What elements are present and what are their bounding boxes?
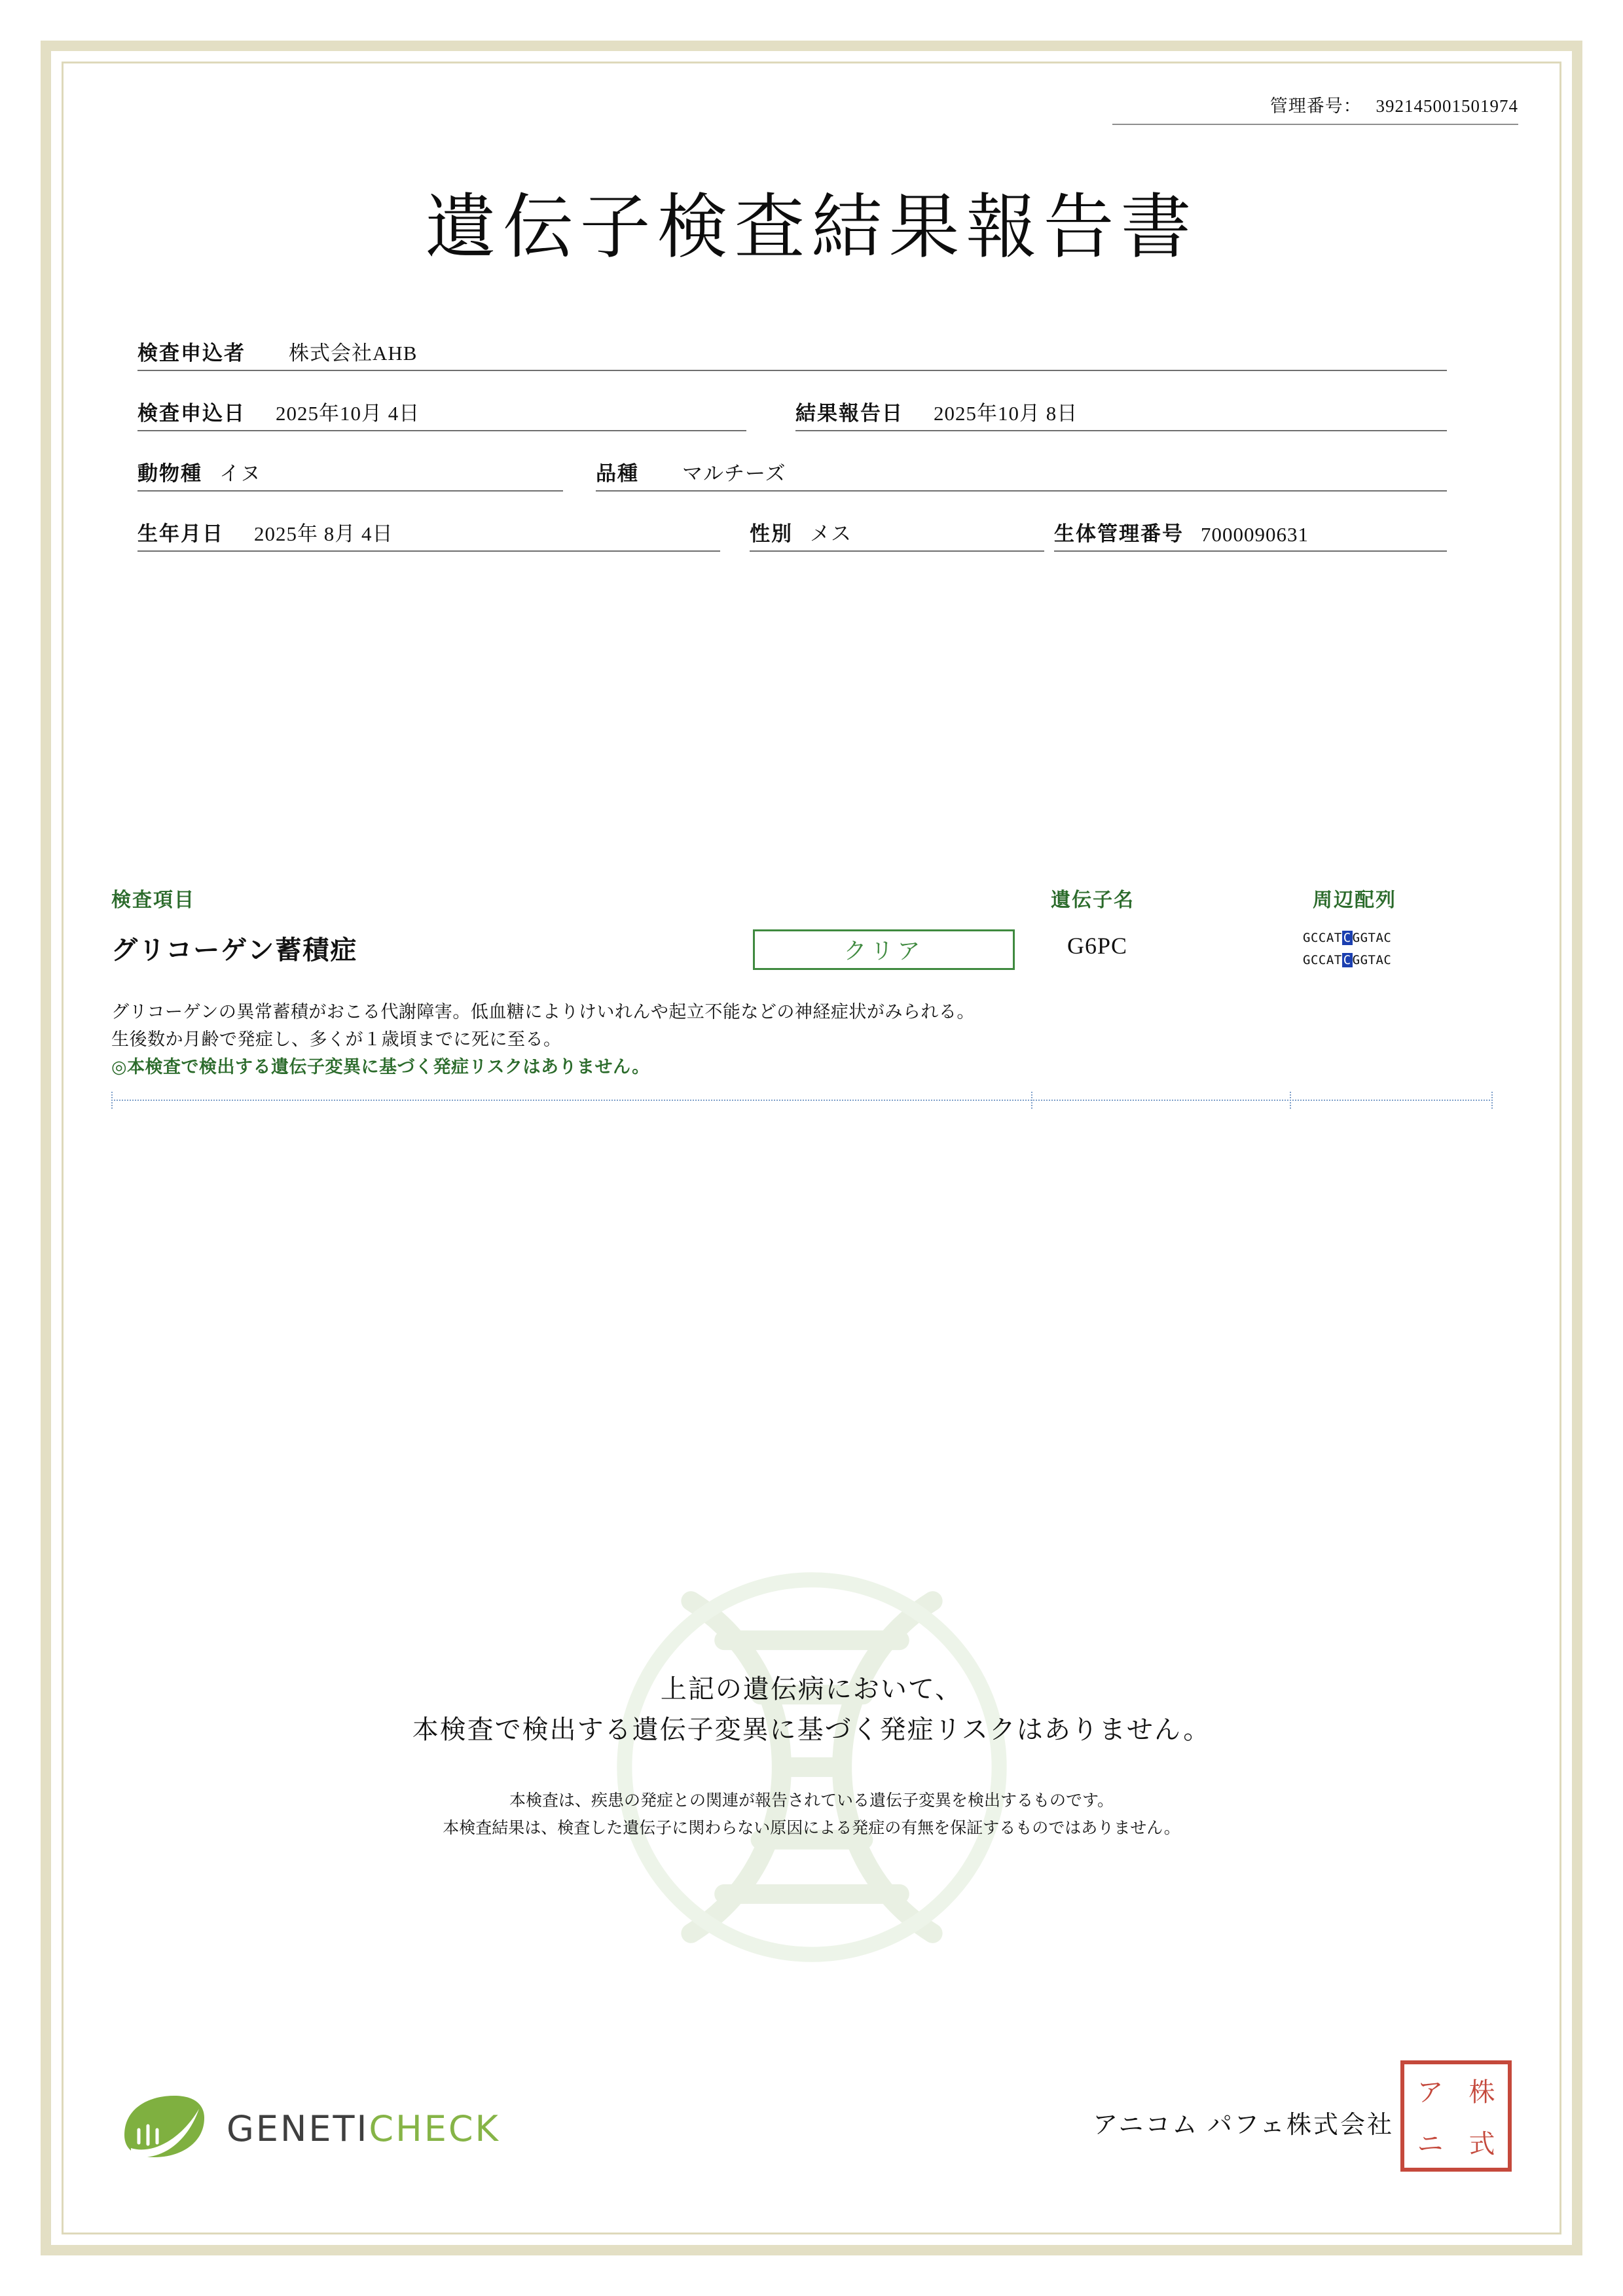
control-number	[1112, 92, 1518, 125]
conclusion-line-2: 本検査で検出する遺伝子変異に基づく発症リスクはありません。	[412, 1715, 1211, 1745]
field-report-date-label: 結果報告日	[795, 402, 903, 425]
field-breed	[596, 446, 1447, 492]
seal-char-3: ニ	[1417, 2129, 1444, 2159]
field-apply-date-value: 2025年10月 4日	[276, 402, 420, 425]
field-animal-id-value: 7000090631	[1201, 523, 1309, 546]
row-divider-tick-2	[1031, 1092, 1032, 1109]
description-line-2: 生後数か月齢で発症し、多くが１歳頃までに死に至る。	[111, 1030, 562, 1049]
sequence-right-1: GGTAC	[1352, 931, 1392, 945]
status-badge: クリア	[753, 929, 1015, 970]
disease-name: グリコーゲン蓄積症	[111, 935, 358, 965]
flanking-sequence	[1303, 927, 1499, 971]
column-header-gene: 遺伝子名	[1051, 889, 1135, 911]
meta-row-applicant	[137, 311, 1486, 371]
company-seal	[1400, 2060, 1512, 2172]
field-species	[137, 446, 563, 492]
disease-description	[111, 998, 1421, 1081]
sequence-line-2	[1303, 949, 1499, 971]
dna-watermark-icon	[576, 1571, 1048, 1964]
fineprint-line-2: 本検査結果は、検査した遺伝子に関わらない原因による発症の有無を保証するものではありません。	[443, 1818, 1180, 1837]
field-breed-label: 品種	[596, 462, 639, 485]
brand-wordmark	[227, 2108, 500, 2149]
field-species-value: イヌ	[219, 462, 261, 485]
field-sex	[750, 506, 1044, 552]
description-line-1: グリコーゲンの異常蓄積がおこる代謝障害。低血糖によりけいれんや起立不能などの神経症状がみられる。	[111, 1002, 975, 1022]
row-divider-tick-3	[1290, 1092, 1291, 1109]
field-report-date	[795, 386, 1447, 431]
field-applicant	[137, 325, 1447, 371]
meta-row-birth	[137, 492, 1486, 552]
row-divider-tick-4	[1491, 1092, 1493, 1109]
sequence-right-2: GGTAC	[1352, 953, 1392, 967]
description-note: ◎本検査で検出する遺伝子変異に基づく発症リスクはありません。	[111, 1057, 650, 1077]
brand-logo	[118, 2092, 500, 2165]
row-divider	[111, 1100, 1493, 1101]
field-report-date-value: 2025年10月 8日	[934, 402, 1078, 425]
field-applicant-value: 株式会社AHB	[289, 342, 418, 365]
meta-block	[137, 311, 1486, 552]
gene-name: G6PC	[1067, 933, 1128, 959]
field-breed-value: マルチーズ	[682, 462, 786, 485]
table-row	[98, 923, 1525, 982]
seal-char-2: 株	[1468, 2077, 1495, 2108]
row-divider-tick-1	[111, 1092, 113, 1109]
sequence-left-2: GCCAT	[1303, 953, 1342, 967]
field-animal-id-label: 生体管理番号	[1054, 522, 1184, 545]
control-number-value: 392145001501974	[1376, 96, 1518, 116]
conclusion-block	[98, 1669, 1525, 1750]
sequence-left-1: GCCAT	[1303, 931, 1342, 945]
field-apply-date-label: 検査申込日	[137, 402, 246, 425]
field-sex-label: 性別	[750, 522, 793, 545]
control-number-label: 管理番号：	[1269, 96, 1362, 116]
sequence-highlight-1: C	[1343, 931, 1351, 945]
column-header-item: 検査項目	[111, 889, 195, 911]
sequence-line-1	[1303, 927, 1499, 949]
fineprint-line-1: 本検査は、疾患の発症との関連が報告されている遺伝子変異を検出するものです。	[509, 1791, 1114, 1810]
results-table-header	[98, 884, 1525, 910]
field-applicant-label: 検査申込者	[137, 342, 246, 365]
sequence-highlight-2: C	[1343, 953, 1351, 967]
meta-row-species	[137, 431, 1486, 492]
field-birthdate-value: 2025年 8月 4日	[254, 522, 393, 545]
seal-char-1: ア	[1417, 2077, 1444, 2108]
field-apply-date	[137, 386, 746, 431]
company-name: アニコム パフェ株式会社	[1093, 2111, 1394, 2139]
page-title: 遺伝子検査結果報告書	[425, 187, 1198, 268]
brand-wordmark-dark: GENETI	[227, 2108, 369, 2149]
field-birthdate	[137, 506, 720, 552]
column-header-sequence: 周辺配列	[1313, 889, 1396, 911]
conclusion-line-1: 上記の遺伝病において、	[660, 1674, 963, 1704]
field-animal-id	[1054, 506, 1447, 552]
fineprint-block	[98, 1787, 1525, 1842]
brand-wordmark-green: CHECK	[369, 2108, 500, 2149]
field-sex-value: メス	[810, 522, 852, 545]
field-birthdate-label: 生年月日	[137, 522, 224, 545]
seal-char-4: 式	[1468, 2129, 1495, 2159]
leaf-logo-icon	[118, 2092, 210, 2165]
meta-row-dates	[137, 371, 1486, 431]
field-species-label: 動物種	[137, 462, 202, 485]
document-content	[98, 79, 1525, 2217]
